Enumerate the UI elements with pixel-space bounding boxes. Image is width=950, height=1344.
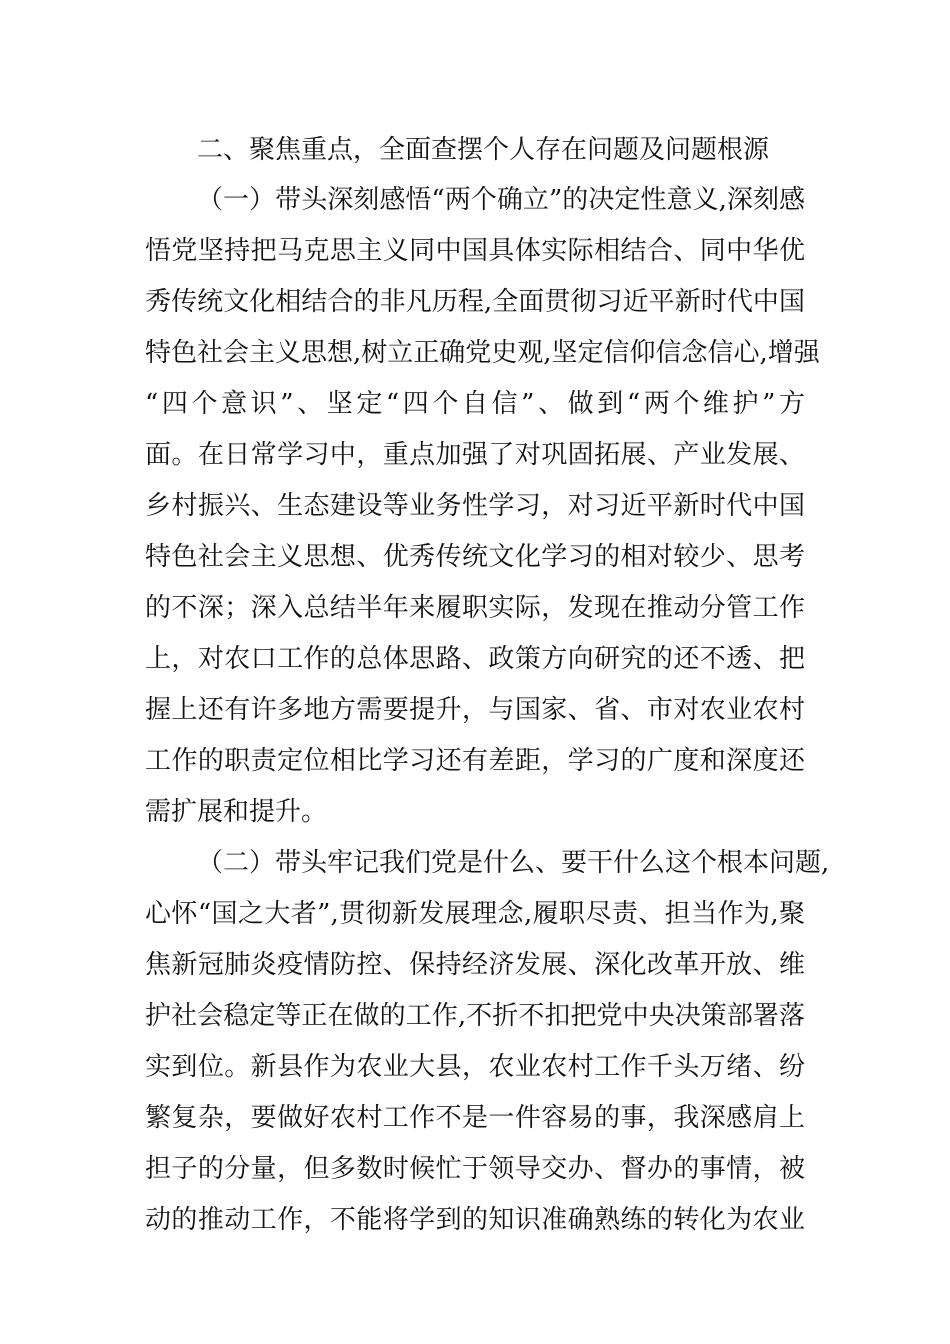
paragraph-1-line-6: 面。在日常学习中，重点加强了对巩固拓展、产业发展、: [145, 440, 805, 470]
paragraph-1-line-5: “四个意识”、坚定“四个自信”、做到“两个维护”方: [145, 389, 805, 419]
paragraph-1-line-7: 乡村振兴、生态建设等业务性学习，对习近平新时代中国: [145, 491, 805, 521]
paragraph-1-line-3: 秀传统文化相结合的非凡历程,全面贯彻习近平新时代中国: [145, 287, 805, 317]
paragraph-2-line-6: 繁复杂，要做好农村工作不是一件容易的事，我深感肩上: [145, 1103, 805, 1133]
paragraph-1-line-4: 特色社会主义思想,树立正确党史观,坚定信仰信念信心,增强: [145, 338, 820, 368]
paragraph-2-line-3: 焦新冠肺炎疫情防控、保持经济发展、深化改革开放、维: [145, 950, 805, 980]
paragraph-2-line-7: 担子的分量，但多数时候忙于领导交办、督办的事情，被: [145, 1154, 805, 1184]
paragraph-2-line-4: 护社会稳定等正在做的工作,不折不扣把党中央决策部署落: [145, 1001, 805, 1031]
paragraph-1-line-11: 握上还有许多地方需要提升，与国家、省、市对农业农村: [145, 695, 805, 725]
paragraph-1-line-8: 特色社会主义思想、优秀传统文化学习的相对较少、思考: [145, 542, 805, 572]
paragraph-1-line-2: 悟党坚持把马克思主义同中国具体实际相结合、同中华优: [145, 236, 805, 266]
paragraph-2-line-2: 心怀“国之大者”,贯彻新发展理念,履职尽责、担当作为,聚: [145, 899, 805, 929]
paragraph-1-line-13: 需扩展和提升。: [145, 797, 328, 827]
paragraph-1-line-9: 的不深；深入总结半年来履职实际，发现在推动分管工作: [145, 593, 805, 623]
paragraph-1-line-1: （一）带头深刻感悟“两个确立”的决定性意义,深刻感: [197, 185, 805, 215]
paragraph-2-line-1: （二）带头牢记我们党是什么、要干什么这个根本问题,: [197, 848, 830, 878]
paragraph-1-line-12: 工作的职责定位相比学习还有差距，学习的广度和深度还: [145, 746, 805, 776]
section-heading: 二、聚焦重点，全面查摆个人存在问题及问题根源: [197, 135, 770, 165]
paragraph-2-line-8: 动的推动工作，不能将学到的知识准确熟练的转化为农业: [145, 1205, 805, 1235]
paragraph-2-line-5: 实到位。新县作为农业大县，农业农村工作千头万绪、纷: [145, 1052, 805, 1082]
paragraph-1-line-10: 上，对农口工作的总体思路、政策方向研究的还不透、把: [145, 644, 805, 674]
